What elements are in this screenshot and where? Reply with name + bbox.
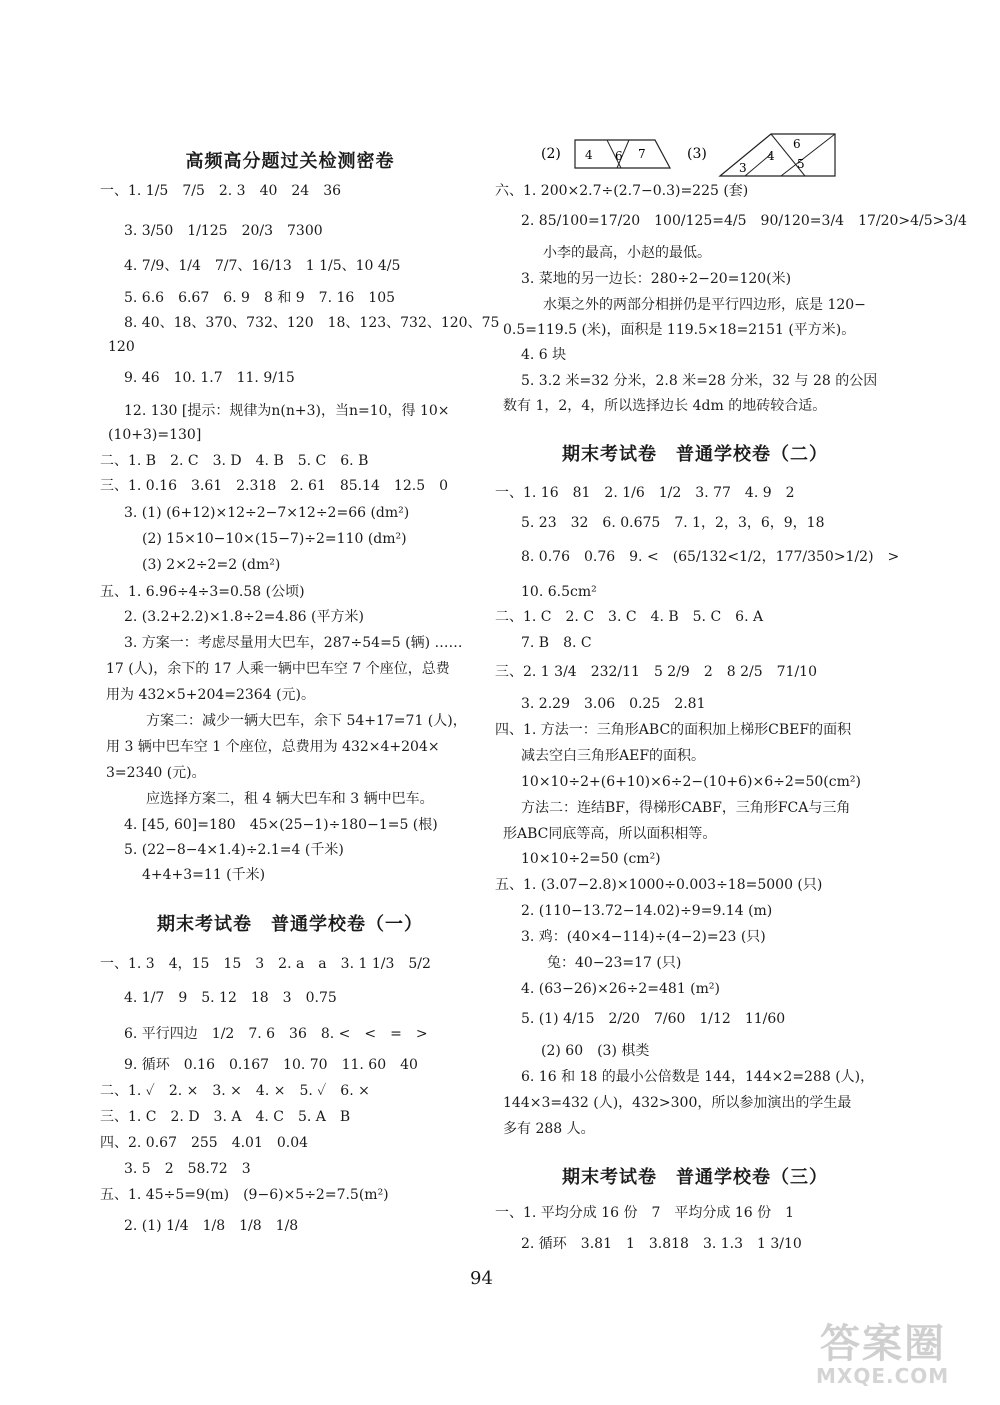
answer-line: 3. 方案一：考虑尽量用大巴车，287÷54=5 (辆) …… [124, 635, 463, 651]
figure-label-3: (3) [687, 146, 707, 162]
answer-line: 二、1. C 2. C 3. C 4. B 5. C 6. A [495, 609, 764, 625]
answer-line: 六、1. 200×2.7÷(2.7−0.3)=225 (套) [495, 183, 749, 199]
answer-line: 二、1. B 2. C 3. D 4. B 5. C 6. B [100, 453, 369, 469]
answer-line: 4. [45, 60]=180 45×(25−1)÷180−1=5 (根) [124, 817, 438, 833]
answer-line: 7. B 8. C [521, 635, 592, 651]
answer-line: 兔：40−23=17 (只) [547, 955, 682, 971]
answer-line: 用 3 辆中巴车空 1 个座位，总费用为 432×4+204× [106, 739, 440, 755]
answer-line: 4. 6 块 [521, 347, 567, 363]
answer-line: 5. (22−8−4×1.4)÷2.1=4 (千米) [124, 842, 344, 858]
answer-line: 4. 1/7 9 5. 12 18 3 0.75 [124, 990, 337, 1006]
figure-number: 4 [767, 149, 775, 163]
answer-line: 小李的最高，小赵的最低。 [543, 245, 711, 261]
parallelogram-figure [575, 140, 670, 168]
answer-line: 10. 6.5cm² [521, 584, 597, 600]
answer-line: 三、2. 1 3/4 232/11 5 2/9 2 8 2/5 71/10 [495, 664, 817, 680]
answer-line: 二、1. ✓ 2. × 3. × 4. × 5. ✓ 6. × [100, 1083, 370, 1099]
answer-line: 2. (3.2+2.2)×1.8÷2=4.86 (平方米) [124, 609, 364, 625]
answer-line: 8. 0.76 0.76 9. < (65/132<1/2，177/350>1/2) > [521, 549, 900, 565]
answer-line: 五、1. 6.96÷4÷3=0.58 (公顷) [100, 584, 305, 600]
answer-line: 120 [108, 339, 135, 355]
triangle-figure [720, 134, 835, 176]
answer-line: 8. 40、18、370、732、120 18、123、732、120、75 [124, 315, 500, 331]
watermark-domain: MXQE.COM [816, 1364, 950, 1388]
figure-number: 6 [615, 149, 623, 163]
answer-line: 17 (人)，余下的 17 人乘一辆中巴车空 7 个座位，总费 [106, 661, 450, 677]
answer-line: 方法二：连结BF，得梯形CABF，三角形FCA与三角 [521, 800, 851, 816]
answer-line: 4. (63−26)×26÷2=481 (m²) [521, 981, 720, 997]
watermark-title: 答案圈 [820, 1321, 946, 1367]
answer-line: 2. (1) 1/4 1/8 1/8 1/8 [124, 1218, 299, 1234]
page-number: 94 [470, 1268, 493, 1289]
answer-line: 3. (1) (6+12)×12÷2−7×12÷2=66 (dm²) [124, 505, 410, 521]
answer-line: (3) 2×2÷2=2 (dm²) [142, 557, 281, 573]
answer-line: 减去空白三角形AEF的面积。 [521, 748, 706, 764]
answer-line: 10×10÷2+(6+10)×6÷2−(10+6)×6÷2=50(cm²) [521, 774, 861, 790]
answer-line: 水渠之外的两部分相拼仍是平行四边形，底是 120− [543, 297, 866, 313]
answer-line: 5. 6.6 6.67 6. 9 8 和 9 7. 16 105 [124, 290, 396, 306]
answer-line: 10×10÷2=50 (cm²) [521, 851, 661, 867]
answer-line: 3. 菜地的另一边长：280÷2−20=120(米) [521, 271, 792, 287]
geometry-figures [535, 128, 895, 184]
answer-line: 3. 2.29 3.06 0.25 2.81 [521, 696, 706, 712]
answer-line: 一、1. 3 4，15 15 3 2. a a 3. 1 1/3 5/2 [100, 956, 431, 972]
answer-line: (2) 60 (3) 棋类 [541, 1043, 650, 1059]
answer-line: (2) 15×10−10×(15−7)÷2=110 (dm²) [142, 531, 407, 547]
answer-line: 144×3=432 (人)，432>300，所以参加演出的学生最 [503, 1095, 852, 1111]
section-title: 期末考试卷 普通学校卷（二） [562, 444, 828, 465]
answer-line: 四、1. 方法一：三角形ABC的面积加上梯形CBEF的面积 [495, 722, 852, 738]
answer-line: 用为 432×5+204=2364 (元)。 [106, 687, 315, 703]
figure-number: 6 [793, 137, 801, 151]
answer-line: (10+3)=130] [108, 427, 202, 443]
answer-line: 6. 16 和 18 的最小公倍数是 144，144×2=288 (人)， [521, 1069, 875, 1085]
answer-line: 5. 3.2 米=32 分米，2.8 米=28 分米，32 与 28 的公因 [521, 373, 878, 389]
answer-line: 方案二：减少一辆大巴车，余下 54+17=71 (人)， [146, 713, 467, 729]
answer-line: 三、1. 0.16 3.61 2.318 2. 61 85.14 12.5 0 [100, 478, 449, 494]
answer-line: 多有 288 人。 [503, 1121, 595, 1137]
answer-line: 一、1. 16 81 2. 1/6 1/2 3. 77 4. 9 2 [495, 485, 795, 501]
answer-line: 5. 23 32 6. 0.675 7. 1，2，3，6，9，18 [521, 515, 825, 531]
watermark-logo [812, 1312, 992, 1392]
answer-line: 形ABC同底等高，所以面积相等。 [503, 826, 717, 842]
figure-number: 5 [797, 157, 805, 171]
answer-line: 12. 130 [提示：规律为n(n+3)，当n=10，得 10× [124, 403, 450, 419]
figure-number: 7 [638, 147, 646, 161]
section-title: 期末考试卷 普通学校卷（三） [562, 1167, 828, 1188]
answer-line: 2. (110−13.72−14.02)÷9=9.14 (m) [521, 903, 773, 919]
answer-line: 2. 85/100=17/20 100/125=4/5 90/120=3/4 17/20>4/5>3/4 [521, 213, 967, 229]
answer-line: 9. 循环 0.16 0.167 10. 70 11. 60 40 [124, 1057, 418, 1073]
section-title: 高频高分题过关检测密卷 [185, 151, 395, 172]
answer-line: 4+4+3=11 (千米) [142, 867, 266, 883]
figure-number: 4 [585, 148, 593, 162]
answer-line: 2. 循环 3.81 1 3.818 3. 1.3 1 3/10 [521, 1236, 802, 1252]
answer-line: 三、1. C 2. D 3. A 4. C 5. A B [100, 1109, 351, 1125]
section-title: 期末考试卷 普通学校卷（一） [157, 914, 423, 935]
answer-line: 应选择方案二，租 4 辆大巴车和 3 辆中巴车。 [146, 791, 434, 807]
answer-line: 一、1. 1/5 7/5 2. 3 40 24 36 [100, 183, 342, 199]
answer-line: 3. 鸡：(40×4−114)÷(4−2)=23 (只) [521, 929, 766, 945]
answer-line: 9. 46 10. 1.7 11. 9/15 [124, 370, 295, 386]
answer-line: 四、2. 0.67 255 4.01 0.04 [100, 1135, 309, 1151]
answer-line: 五、1. (3.07−2.8)×1000÷0.003÷18=5000 (只) [495, 877, 823, 893]
answer-line: 五、1. 45÷5=9(m) (9−6)×5÷2=7.5(m²) [100, 1187, 389, 1203]
answer-line: 5. (1) 4/15 2/20 7/60 1/12 11/60 [521, 1011, 786, 1027]
answer-line: 6. 平行四边 1/2 7. 6 36 8. < < = > [124, 1026, 428, 1042]
answer-line: 一、1. 平均分成 16 份 7 平均分成 16 份 1 [495, 1205, 795, 1221]
answer-line: 0.5=119.5 (米)，面积是 119.5×18=2151 (平方米)。 [503, 322, 856, 338]
figure-label-2: (2) [541, 146, 561, 162]
answer-line: 数有 1，2，4，所以选择边长 4dm 的地砖较合适。 [503, 398, 827, 414]
answer-line: 4. 7/9、1/4 7/7、16/13 1 1/5、10 4/5 [124, 258, 401, 274]
figure-number: 3 [739, 161, 747, 175]
answer-line: 3. 5 2 58.72 3 [124, 1161, 251, 1177]
answer-line: 3=2340 (元)。 [106, 765, 206, 781]
answer-line: 3. 3/50 1/125 20/3 7300 [124, 223, 323, 239]
